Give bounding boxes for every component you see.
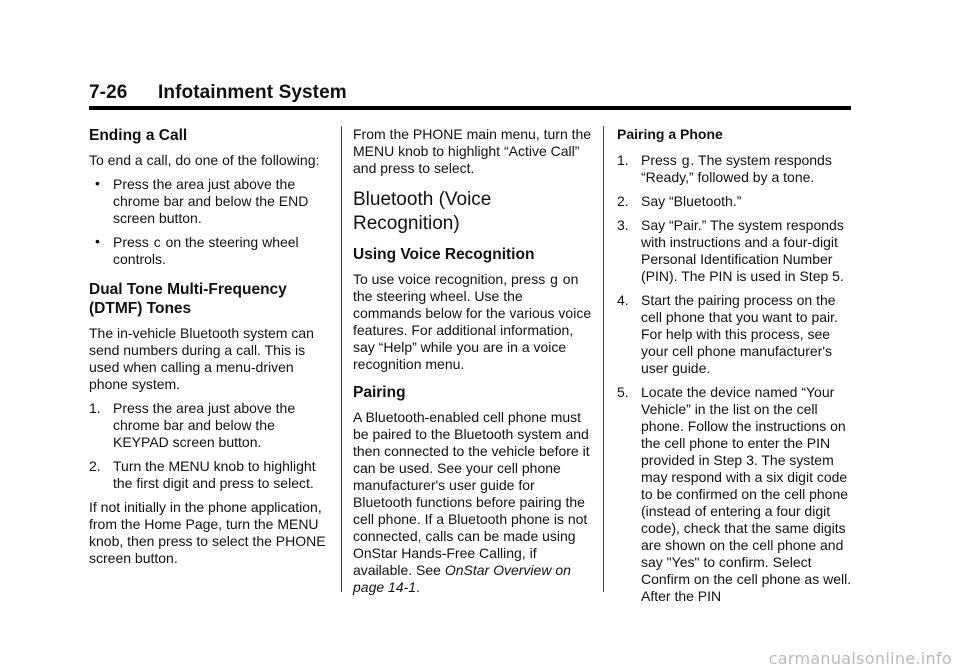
using-voice-body — [353, 271, 593, 373]
column-1 — [89, 126, 329, 567]
column-2 — [353, 126, 593, 596]
header-rule — [89, 106, 851, 110]
bullet-icon: • — [95, 233, 100, 249]
using-voice-heading: Using Voice Recognition — [353, 246, 535, 263]
body-text: . — [416, 579, 420, 595]
body-text: To use voice recognition, press — [353, 271, 546, 287]
step-number: 1. — [617, 152, 629, 168]
voice-icon: g — [550, 271, 558, 287]
bluetooth-heading: Bluetooth (Voice Recognition) — [353, 189, 492, 234]
pairing-phone-heading: Pairing a Phone — [617, 126, 723, 142]
step-text: Say “Pair.” The system responds with instructions and a four-digit Personal Identification Number (PIN). The PIN is used in Step 5. — [641, 217, 844, 284]
dtmf-heading: Dual Tone Multi-Frequency (DTMF) Tones — [89, 281, 287, 317]
column-divider — [341, 126, 342, 592]
end-call-icon: c — [153, 234, 161, 250]
pairing-heading: Pairing — [353, 384, 406, 401]
dtmf-body: The in-vehicle Bluetooth system can send numbers during a call. This is used when calling a menu-driven phone system. — [89, 325, 314, 392]
column-3 — [617, 126, 857, 605]
body-text: A Bluetooth-enabled cell phone must be paired to the Bluetooth system and then connected to the vehicle before it can be used. See your cell phone manufacturer's user guide for Bluetooth functions before pairing the cell phone. If a Bluetooth phone is not connected, calls can be made using OnStar Hands-Free Calling, if available. See — [353, 409, 590, 578]
pairing-body — [353, 409, 593, 596]
step-number: 5. — [617, 384, 629, 400]
list-item — [617, 152, 857, 186]
page-header — [89, 82, 851, 104]
step-text: Locate the device named “Your Vehicle” in the list on the cell phone. Follow the instructions on the cell phone to enter the PIN provided in Step 3. The system may respond with a six digit code to be confirmed on the cell phone (instead of entering a four digit code), check that the same digits are shown on the cell phone and say "Yes" to confirm. Select Confirm on the cell phone as well. After the PIN — [641, 384, 852, 604]
step-text: Turn the MENU knob to highlight the first digit and press to select. — [113, 458, 316, 491]
step-text: . The system responds “Ready,” followed by a tone. — [641, 152, 832, 185]
list-item — [617, 384, 857, 605]
step-text: Press the area just above the chrome bar and below the KEYPAD screen button. — [113, 400, 296, 450]
bullet-text: Press the area just above the chrome bar and below the END screen button. — [113, 176, 309, 226]
voice-icon: g — [681, 152, 690, 168]
ending-call-heading: Ending a Call — [89, 127, 188, 144]
body-text: on the steering wheel. Use the commands below for the various voice features. For additional information, say “Help” while you are in a voice recognition menu. — [353, 271, 592, 372]
bullet-item — [89, 234, 329, 268]
list-item — [617, 292, 857, 377]
step-number: 1. — [89, 400, 101, 416]
step-text: Press — [641, 152, 677, 168]
ending-intro: To end a call, do one of the following: — [89, 152, 320, 168]
list-item — [89, 458, 329, 492]
list-item — [617, 193, 857, 210]
list-item — [617, 217, 857, 285]
bullet-text: on the steering wheel controls. — [113, 234, 299, 267]
not-initially-text: If not initially in the phone application, from the Home Page, turn the MENU knob, then press to select the PHONE screen button. — [89, 499, 326, 566]
step-number: 3. — [617, 217, 629, 233]
column-divider — [603, 126, 604, 592]
step-number: 2. — [617, 193, 629, 209]
section-title: Infotainment System — [158, 82, 347, 103]
step-number: 2. — [89, 458, 101, 474]
bullet-item — [89, 176, 329, 227]
bullet-text: Press — [113, 234, 149, 250]
step-text: Say “Bluetooth.” — [641, 193, 742, 209]
watermark: carmanualsonline.info — [768, 649, 952, 668]
list-item — [89, 400, 329, 451]
step-number: 4. — [617, 292, 629, 308]
bullet-icon: • — [95, 175, 100, 191]
phone-menu-text: From the PHONE main menu, turn the MENU knob to highlight “Active Call” and press to select. — [353, 126, 592, 176]
step-text: Start the pairing process on the cell phone that you want to pair. For help with this process, see your cell phone manufacturer's user guide. — [641, 292, 838, 376]
cross-reference: OnStar Overview on page 14-1 — [353, 562, 571, 595]
page-number: 7-26 — [89, 82, 128, 103]
